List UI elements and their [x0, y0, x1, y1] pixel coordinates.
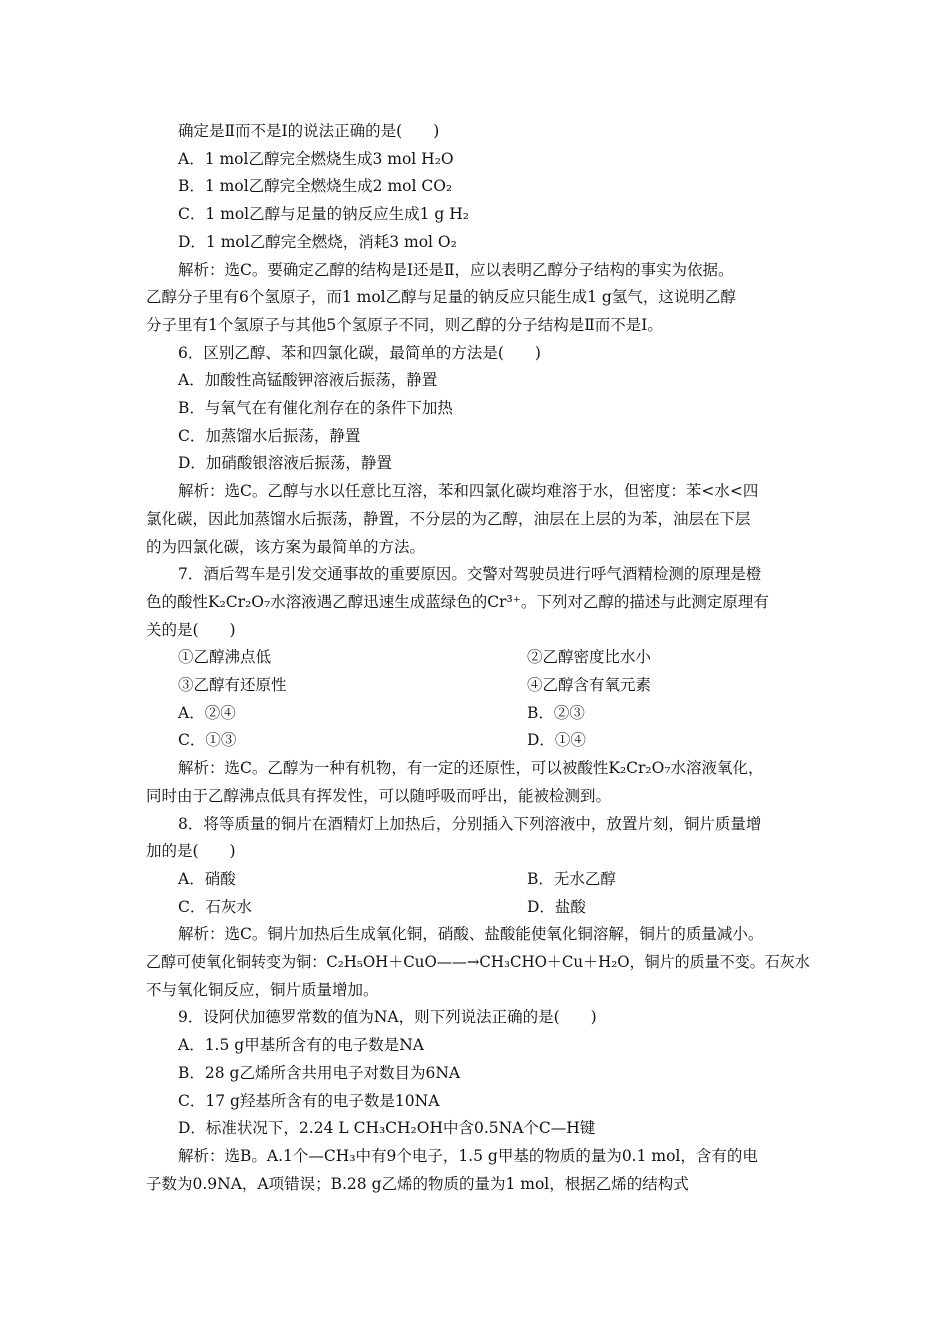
- text-line: D．加硝酸银溶液后振荡，静置: [178, 454, 392, 472]
- text-line: 解析：选C。乙醇为一种有机物，有一定的还原性，可以被酸性K₂Cr₂O₇水溶液氧化，: [178, 759, 764, 777]
- text-line: D．标准状况下，2.24 L CH₃CH₂OH中含0.5NA个C—H键: [178, 1119, 596, 1137]
- text-line: 7．酒后驾车是引发交通事故的重要原因。交警对驾驶员进行呼气酒精检测的原理是橙: [178, 565, 762, 583]
- text-line: C．加蒸馏水后振荡，静置: [178, 427, 361, 445]
- text-line: D．1 mol乙醇完全燃烧，消耗3 mol O₂: [178, 233, 457, 251]
- text-line: ①乙醇沸点低: [178, 648, 272, 666]
- text-line: 9．设阿伏加德罗常数的值为NA，则下列说法正确的是( ): [178, 1008, 597, 1026]
- text-line: A．1.5 g甲基所含有的电子数是NA: [178, 1036, 424, 1054]
- text-line: 乙醇分子里有6个氢原子，而1 mol乙醇与足量的钠反应只能生成1 g氢气，这说明乙醇: [146, 288, 736, 306]
- text-line: B．与氧气在有催化剂存在的条件下加热: [178, 399, 453, 417]
- text-line-col2: D．①④: [527, 731, 586, 749]
- text-line: A．加酸性高锰酸钾溶液后振荡，静置: [178, 371, 438, 389]
- text-line: B．28 g乙烯所含共用电子对数目为6NA: [178, 1064, 461, 1082]
- text-line-col2: ④乙醇含有氧元素: [527, 676, 652, 694]
- text-line: C．17 g羟基所含有的电子数是10NA: [178, 1092, 440, 1110]
- text-line: ③乙醇有还原性: [178, 676, 287, 694]
- text-line: 8．将等质量的铜片在酒精灯上加热后，分别插入下列溶液中，放置片刻，铜片质量增: [178, 815, 762, 833]
- text-line: 解析：选C。要确定乙醇的结构是Ⅰ还是Ⅱ，应以表明乙醇分子结构的事实为依据。: [178, 261, 734, 279]
- text-line: C．①③: [178, 731, 237, 749]
- text-line: 解析：选C。乙醇与水以任意比互溶，苯和四氯化碳均难溶于水，但密度：苯<水<四: [178, 482, 759, 500]
- text-line-col2: D．盐酸: [527, 898, 586, 916]
- text-line-col2: B．无水乙醇: [527, 870, 616, 888]
- text-line: C．1 mol乙醇与足量的钠反应生成1 g H₂: [178, 205, 470, 223]
- text-line: A．1 mol乙醇完全燃烧生成3 mol H₂O: [178, 150, 454, 168]
- text-line: 不与氧化铜反应，铜片质量增加。: [146, 981, 379, 999]
- text-line: A．②④: [178, 704, 236, 722]
- text-line: 确定是Ⅱ而不是Ⅰ的说法正确的是( ): [178, 122, 440, 140]
- text-line: B．1 mol乙醇完全燃烧生成2 mol CO₂: [178, 177, 453, 195]
- text-line: A．硝酸: [178, 870, 236, 888]
- text-line: 色的酸性K₂Cr₂O₇水溶液遇乙醇迅速生成蓝绿色的Cr³⁺。下列对乙醇的描述与此测定原理有: [146, 593, 769, 611]
- text-line: 的为四氯化碳，该方案为最简单的方法。: [146, 538, 426, 556]
- text-line: 加的是( ): [146, 842, 236, 860]
- text-line: 分子里有1个氢原子与其他5个氢原子不同，则乙醇的分子结构是Ⅱ而不是Ⅰ。: [146, 316, 663, 334]
- text-line: 同时由于乙醇沸点低具有挥发性，可以随呼吸而呼出，能被检测到。: [146, 787, 612, 805]
- text-line: 关的是( ): [146, 621, 236, 639]
- text-line: C．石灰水: [178, 898, 252, 916]
- text-line: 子数为0.9NA，A项错误；B.28 g乙烯的物质的量为1 mol，根据乙烯的结构式: [146, 1175, 689, 1193]
- text-line-col2: ②乙醇密度比水小: [527, 648, 652, 666]
- text-line: 乙醇可使氧化铜转变为铜：C₂H₅OH＋CuO——→CH₃CHO＋Cu＋H₂O，铜片的质量不变。石灰水: [146, 953, 810, 971]
- text-line: 解析：选C。铜片加热后生成氧化铜，硝酸、盐酸能使氧化铜溶解，铜片的质量减小。: [178, 925, 764, 943]
- text-line: 解析：选B。A.1个—CH₃中有9个电子，1.5 g甲基的物质的量为0.1 mol，含有的电: [178, 1147, 758, 1165]
- text-line: 氯化碳，因此加蒸馏水后振荡，静置，不分层的为乙醇，油层在上层的为苯，油层在下层: [146, 510, 751, 528]
- text-line-col2: B．②③: [527, 704, 585, 722]
- text-line: 6．区别乙醇、苯和四氯化碳，最简单的方法是( ): [178, 344, 541, 362]
